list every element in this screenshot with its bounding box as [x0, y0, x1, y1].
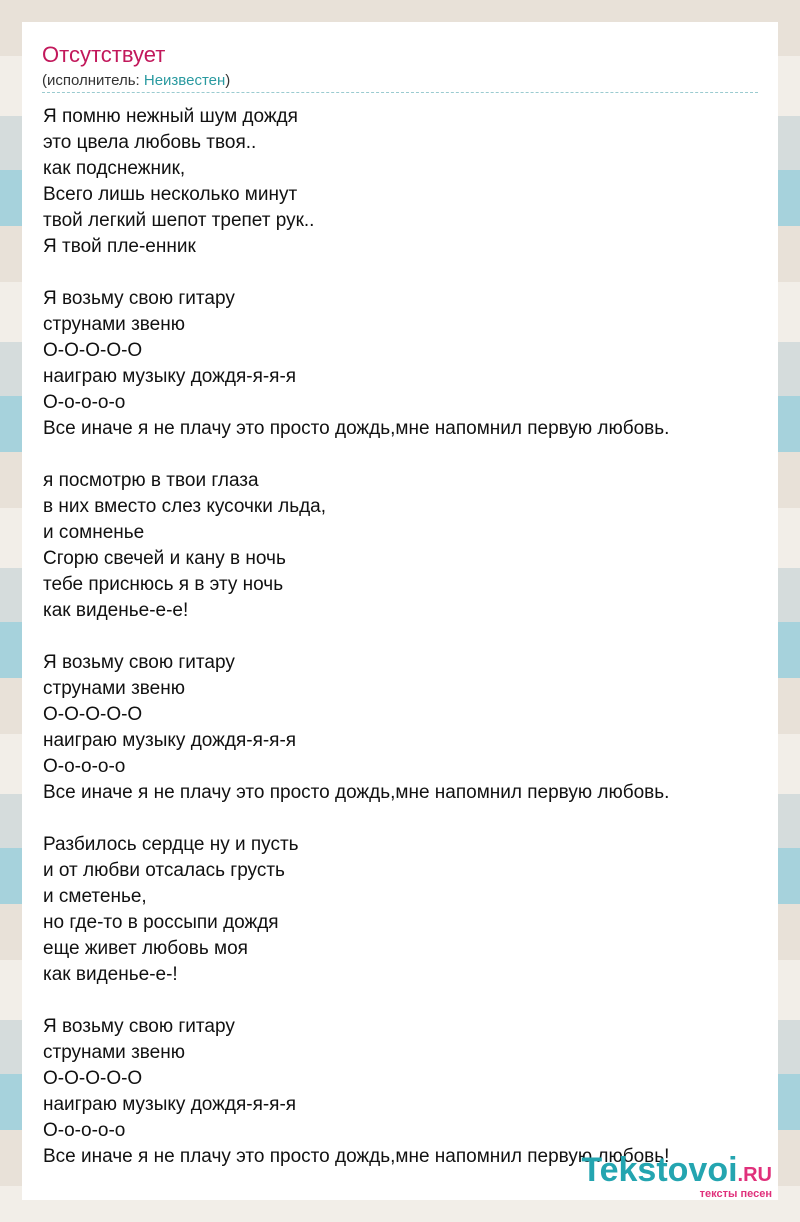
- stanza-break: [43, 624, 758, 650]
- lyric-line: струнами звеню: [43, 1042, 185, 1063]
- lyric-line: Я возьму свою гитару: [43, 652, 235, 673]
- lyric-line: Все иначе я не плачу это просто дождь,мне напомнил первую любовь.: [43, 782, 670, 803]
- lyric-line: Сгорю свечей и кану в ночь: [43, 548, 286, 569]
- song-title: Отсутствует: [42, 42, 166, 67]
- lyric-line: Всего лишь несколько минут: [43, 184, 298, 205]
- lyric-line: и сомненье: [43, 522, 145, 543]
- lyric-line: О-О-О-О-О: [43, 340, 143, 361]
- lyric-line: наиграю музыку дождя-я-я-я: [43, 730, 297, 751]
- performer-prefix: (исполнитель:: [42, 72, 144, 89]
- lyric-line: Я помню нежный шум дождя: [43, 106, 298, 127]
- lyrics-card: [22, 22, 778, 1200]
- lyric-line: О-о-о-о-о: [43, 392, 126, 413]
- lyric-line: наиграю музыку дождя-я-я-я: [43, 366, 297, 387]
- lyric-line: и от любви отсалась грусть: [43, 860, 285, 881]
- lyric-line: О-О-О-О-О: [43, 704, 143, 725]
- lyric-line: Я возьму свою гитару: [43, 288, 235, 309]
- lyric-line: как подснежник,: [43, 158, 186, 179]
- lyric-line: Все иначе я не плачу это просто дождь,мне напомнил первую любовь.: [43, 418, 670, 439]
- lyric-line: Разбилось сердце ну и пусть: [43, 834, 299, 855]
- logo-name: Tekstovoi: [581, 1151, 738, 1189]
- lyric-line: О-О-О-О-О: [43, 1068, 143, 1089]
- lyric-line: Я возьму свою гитару: [43, 1016, 235, 1037]
- logo-tld: .RU: [737, 1164, 772, 1186]
- lyric-line: как виденье-е-е!: [43, 600, 189, 621]
- artist-link[interactable]: Неизвестен: [143, 72, 226, 89]
- lyric-line: как виденье-е-!: [43, 964, 178, 985]
- lyric-line: я посмотрю в твои глаза: [43, 470, 259, 491]
- lyric-line: твой легкий шепот трепет рук..: [43, 210, 315, 231]
- stanza-break: [43, 988, 758, 1014]
- lyric-line: в них вместо слез кусочки льда,: [43, 496, 327, 517]
- performer-suffix: ): [225, 72, 231, 89]
- lyric-line: и сметенье,: [43, 886, 147, 907]
- lyric-line: но где-то в россыпи дождя: [43, 912, 279, 933]
- dashed-divider: [42, 92, 758, 93]
- lyric-line: О-о-о-о-о: [43, 1120, 126, 1141]
- lyric-line: струнами звеню: [43, 678, 185, 699]
- lyric-line: еще живет любовь моя: [43, 938, 248, 959]
- performer-line: [42, 72, 230, 89]
- site-logo[interactable]: [581, 1153, 772, 1200]
- lyric-line: Я твой пле-енник: [43, 236, 196, 257]
- lyric-line: струнами звеню: [43, 314, 185, 335]
- logo-tagline: тексты песен: [699, 1188, 772, 1200]
- lyric-line: Все иначе я не плачу это просто дождь,мне напомнил первую любовь!: [43, 1146, 670, 1167]
- stanza-break: [43, 806, 758, 832]
- lyric-line: О-о-о-о-о: [43, 756, 126, 777]
- lyrics-body: [43, 104, 758, 1170]
- lyric-line: это цвела любовь твоя..: [43, 132, 257, 153]
- stanza-break: [43, 442, 758, 468]
- lyric-line: наиграю музыку дождя-я-я-я: [43, 1094, 297, 1115]
- stanza-break: [43, 260, 758, 286]
- lyric-line: тебе приснюсь я в эту ночь: [43, 574, 284, 595]
- logo-wordmark: [581, 1153, 772, 1192]
